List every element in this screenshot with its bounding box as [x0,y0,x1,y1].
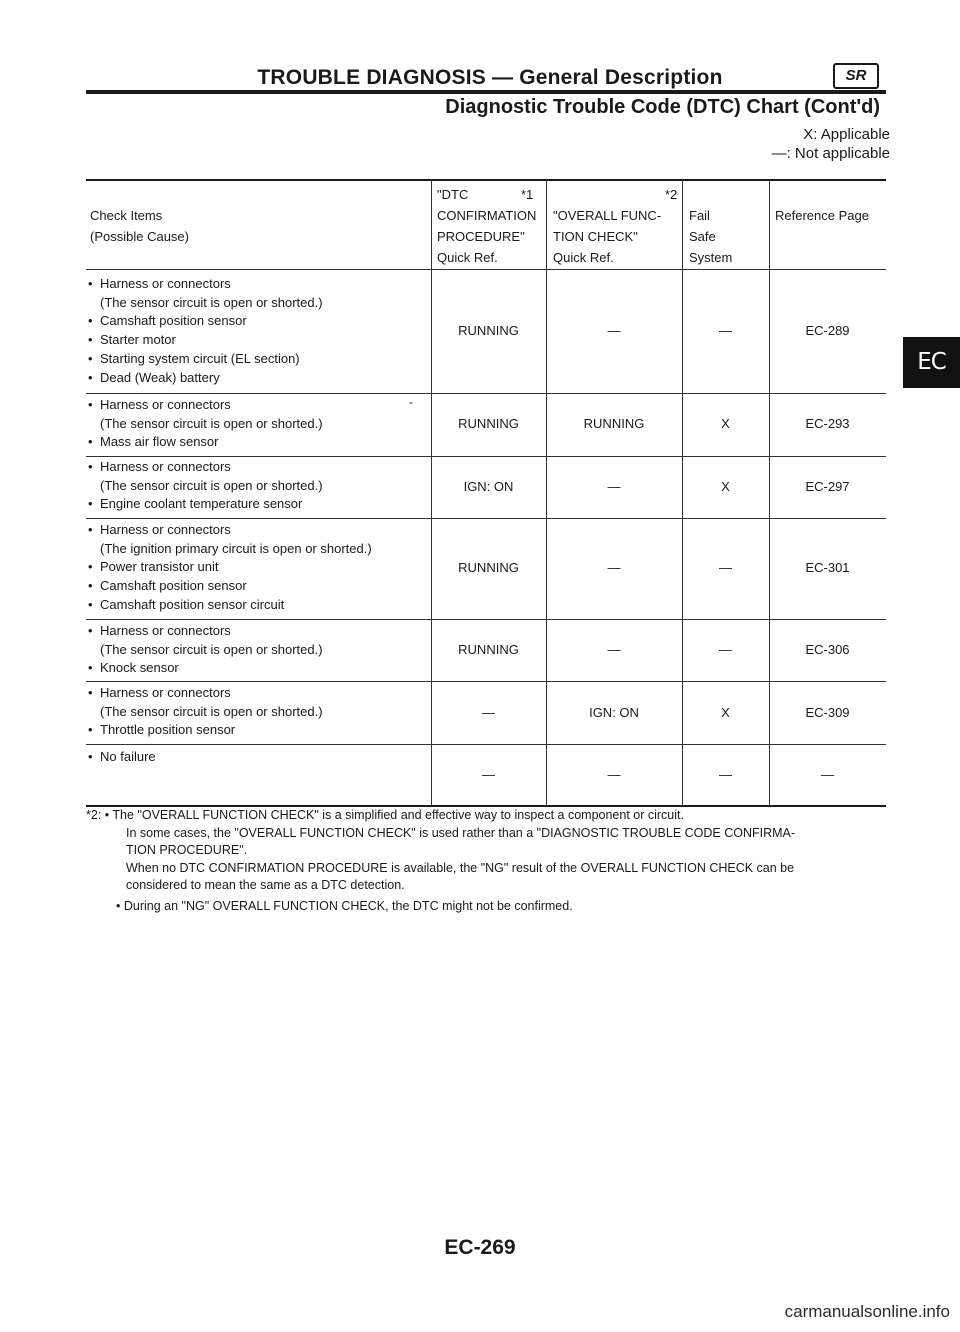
list-item: • Harness or connectors [88,275,323,294]
overall-check-value: IGN: ON [589,705,639,720]
header-possible-cause: (Possible Cause) [90,229,189,244]
row-check-items [88,521,372,615]
footnote-text: The "OVERALL FUNCTION CHECK" is a simplified and effective way to inspect a component or circuit. [112,808,684,822]
dtc-procedure-value: — [482,767,495,782]
row-check-items [88,684,323,740]
list-item: (The sensor circuit is open or shorted.) [100,703,323,719]
row-divider [86,393,886,394]
list-item: • Harness or connectors [88,458,323,477]
list-item: • Starter motor [88,331,323,350]
reference-page-value: EC-289 [805,323,850,338]
dtc-procedure-value: RUNNING [458,560,519,575]
bullet: • [104,808,113,822]
fail-safe-value: X [721,479,730,494]
list-item: • Camshaft position sensor [88,312,323,331]
stray-mark: - [409,395,413,409]
reference-page-value: — [821,767,834,782]
list-item: • Knock sensor [88,659,323,678]
footnote-line [86,807,890,825]
row-check-items [88,748,156,767]
row-divider [86,619,886,620]
table-top-rule [86,179,886,181]
fail-safe-value: X [721,705,730,720]
list-item: • Harness or connectors [88,684,323,703]
section-badge: SR [833,63,879,89]
footnote-marker-2: *2 [665,187,678,202]
overall-check-value: — [607,479,621,494]
list-item: (The sensor circuit is open or shorted.) [100,294,323,310]
reference-page-value: EC-297 [805,479,850,494]
footnote-marker-1: *1 [521,187,534,202]
footnote-line: When no DTC CONFIRMATION PROCEDURE is available, the "NG" result of the OVERALL FUNCTION CHECK can be [126,860,795,875]
fail-safe-value: — [719,323,732,338]
list-item: • Power transistor unit [88,558,372,577]
footnote-line: In some cases, the "OVERALL FUNCTION CHECK" is used rather than a "DIAGNOSTIC TROUBLE CODE CONFIRMA- [126,825,796,840]
fail-safe-value: — [719,767,732,782]
header-check-items: Check Items [90,208,163,223]
list-item: • Harness or connectors [88,396,323,415]
page-title: TROUBLE DIAGNOSIS — General Description [257,66,723,89]
footnotes [86,807,890,915]
reference-page-value: EC-306 [805,642,850,657]
footnote-line [110,898,890,916]
dtc-procedure-value: — [482,705,495,720]
footnote-line: TION PROCEDURE". [126,843,248,857]
list-item: (The sensor circuit is open or shorted.) [100,641,323,657]
overall-check-value: — [607,323,621,338]
header-dtc-line: CONFIRMATION [437,208,537,223]
fail-safe-value: — [719,560,732,575]
list-item: • Camshaft position sensor [88,577,372,596]
watermark: carmanualsonline.info [784,1302,950,1321]
bullet: • [116,898,124,913]
row-divider [86,681,886,682]
reference-page-value: EC-293 [805,416,850,431]
overall-check-value: — [607,642,621,657]
section-tab-ec: EC [903,337,960,388]
footnote-text: During an "NG" OVERALL FUNCTION CHECK, the DTC might not be confirmed. [123,898,573,913]
reference-page-value: EC-301 [805,560,850,575]
row-divider [86,456,886,457]
fail-safe-value: X [721,416,730,431]
footnote-line: considered to mean the same as a DTC detection. [126,878,405,892]
row-divider [86,518,886,519]
legend-applicable: X: Applicable [803,126,890,143]
row-check-items [88,622,323,678]
reference-page-value: EC-309 [805,705,850,720]
header-fail-safe-line: System [689,250,733,265]
list-item: • Throttle position sensor [88,721,323,740]
header-overall-line: "OVERALL FUNC- [553,208,662,223]
row-divider [86,744,886,745]
list-item: • Harness or connectors [88,622,323,641]
row-check-items [88,396,323,452]
list-item: • Mass air flow sensor [88,433,323,452]
footnote-lead: *2: [86,808,105,822]
chart-subtitle: Diagnostic Trouble Code (DTC) Chart (Cont'd) [445,96,880,118]
overall-check-value: RUNNING [583,416,645,431]
overall-check-value: — [607,560,621,575]
row-check-items [88,458,323,514]
page-number: EC-269 [444,1236,516,1259]
list-item: • Starting system circuit (EL section) [88,350,323,369]
header-dtc-line: Quick Ref. [437,250,498,265]
header-reference-page: Reference Page [775,208,869,223]
dtc-procedure-value: RUNNING [458,642,519,657]
dtc-procedure-value: RUNNING [458,323,519,338]
header-overall-line: Quick Ref. [553,250,614,265]
list-item: (The ignition primary circuit is open or shorted.) [100,540,372,556]
header-fail-safe-line: Safe [689,229,716,244]
list-item: • No failure [88,748,156,767]
dtc-procedure-value: RUNNING [458,416,519,431]
table-header-rule [86,269,886,270]
list-item: • Harness or connectors [88,521,372,540]
dtc-procedure-value: IGN: ON [463,479,514,494]
header-dtc-line: PROCEDURE" [437,229,525,244]
list-item: (The sensor circuit is open or shorted.) [100,477,323,493]
list-item: • Camshaft position sensor circuit [88,596,372,615]
header-dtc-line: "DTC [437,187,469,202]
fail-safe-value: — [719,642,732,657]
list-item: • Engine coolant temperature sensor [88,495,323,514]
header-rule [86,90,886,94]
header-overall-line: TION CHECK" [553,229,638,244]
list-item: • Dead (Weak) battery [88,369,323,388]
row-check-items [88,275,323,387]
list-item: (The sensor circuit is open or shorted.) [100,415,323,431]
overall-check-value: — [607,767,621,782]
legend-not-applicable: —: Not applicable [771,145,890,162]
header-fail-safe-line: Fail [689,208,710,223]
